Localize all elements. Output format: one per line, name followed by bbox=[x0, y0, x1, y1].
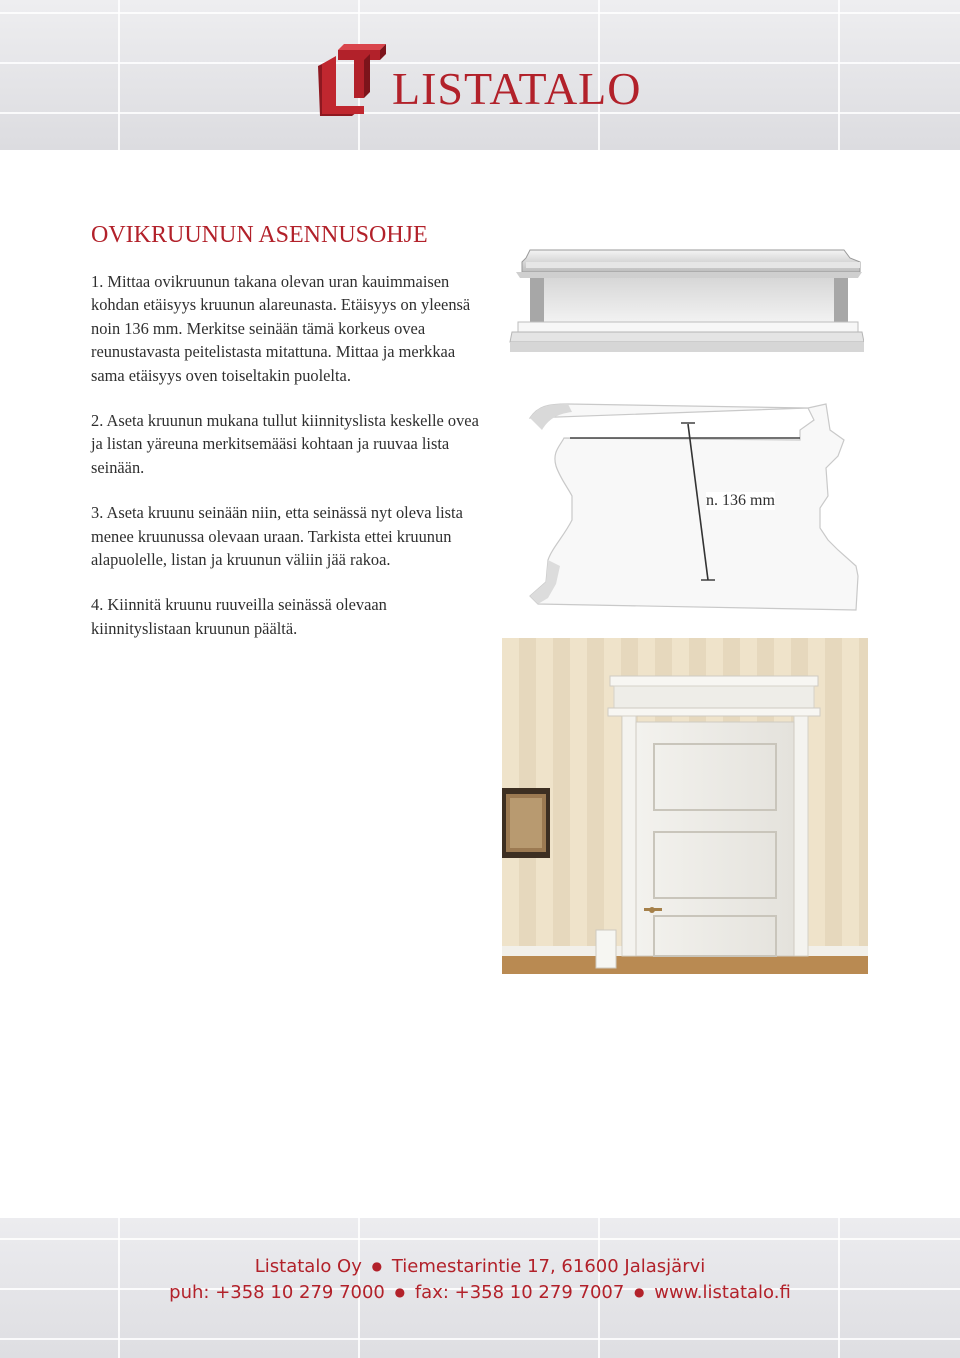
step-2: 2. Aseta kruunun mukana tullut kiinnityslista keskelle ovea ja listan yäreuna merkitsemääsi kohtaan ja ruuvaa lista seinään. bbox=[91, 411, 479, 477]
document-title: OVIKRUUNUN ASENNUSOHJE bbox=[91, 222, 428, 248]
lt-monogram-icon bbox=[312, 36, 392, 126]
crown-profile-illustration bbox=[508, 400, 868, 616]
dimension-label: n. 136 mm bbox=[706, 492, 775, 509]
instruction-list bbox=[91, 270, 486, 662]
brand-logo bbox=[312, 36, 662, 126]
footer-website[interactable]: www.listatalo.fi bbox=[654, 1282, 791, 1303]
bullet-icon: ● bbox=[371, 1259, 383, 1273]
footer-contact-line bbox=[0, 1282, 960, 1303]
footer-address-line bbox=[0, 1256, 960, 1277]
step-3: 3. Aseta kruunu seinään niin, etta seinässä nyt oleva lista menee kruunussa olevaan uraan. Tarkista ettei kruunun alapuolelle, listan ja kruunun väliin jää rakoa. bbox=[91, 503, 463, 570]
step-1: 1. Mittaa ovikruunun takana olevan uran kauimmaisen kohdan etäisyys kruunun alareunasta. Etäisyys on yleensä noin 136 mm. Merkitse seinään tämä korkeus ovea reunustavasta peitelistasta mitattuna. Mittaa ja merkkaa sama etäisyys oven toiseltakin puolelta. bbox=[91, 272, 471, 385]
bullet-icon: ● bbox=[634, 1285, 645, 1299]
door-photo bbox=[502, 638, 868, 974]
brand-name: LISTATALO bbox=[392, 63, 642, 114]
footer-company: Listatalo Oy bbox=[254, 1256, 362, 1277]
footer-phone: puh: +358 10 279 7000 bbox=[169, 1282, 385, 1303]
footer-address: Tiemestarintie 17, 61600 Jalasjärvi bbox=[391, 1256, 706, 1277]
step-4: 4. Kiinnitä kruunu ruuveilla seinässä olevaan kiinnityslistaan kruunun päältä. bbox=[91, 595, 387, 638]
footer-fax: fax: +358 10 279 7007 bbox=[414, 1282, 625, 1303]
crown-front-illustration bbox=[508, 248, 864, 368]
bullet-icon: ● bbox=[394, 1285, 406, 1299]
